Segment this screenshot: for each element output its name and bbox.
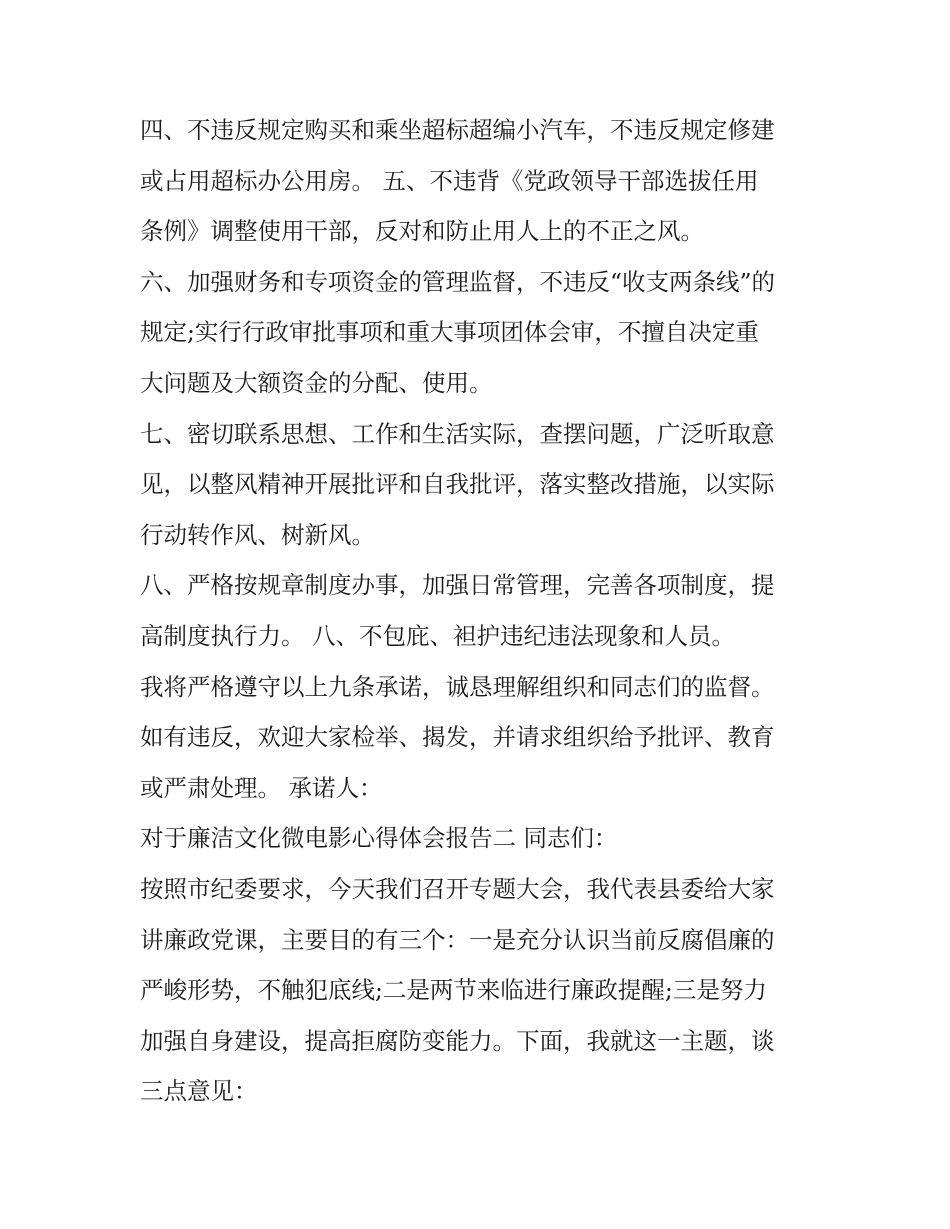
text-line: 严峻形势，不触犯底线;二是两节来临进行廉政提醒;三是努力 <box>140 976 767 1005</box>
paragraph-item-7 <box>140 416 820 568</box>
paragraph-item-8 <box>140 567 820 668</box>
text-line: 对于廉洁文化微电影心得体会报告二 同志们： <box>140 824 618 853</box>
text-line: 高制度执行力。 八、不包庇、袒护违纪违法现象和人员。 <box>140 621 735 650</box>
paragraph-report-title <box>140 820 820 871</box>
text-line: 加强自身建设，提高拒腐防变能力。下面，我就这一主题，谈 <box>140 1026 775 1055</box>
text-line: 七、密切联系思想、工作和生活实际，查摆问题，广泛听取意 <box>140 419 775 448</box>
text-line: 三点意见： <box>140 1077 258 1106</box>
text-line: 讲廉政党课，主要目的有三个：一是充分认识当前反腐倡廉的 <box>140 925 775 954</box>
text-line: 或严肃处理。 承诺人： <box>140 773 383 802</box>
text-line: 按照市纪委要求，今天我们召开专题大会，我代表县委给大家 <box>140 874 775 903</box>
paragraph-speech-intro <box>140 871 820 1124</box>
text-line: 四、不违反规定购买和乘坐超标超编小汽车，不违反规定修建 <box>140 116 775 144</box>
text-line: 八、严格按规章制度办事，加强日常管理，完善各项制度，提 <box>140 571 775 600</box>
paragraph-item-4 <box>140 112 820 264</box>
text-line: 规定;实行行政审批事项和重大事项团体会审，不擅自决定重 <box>140 318 759 347</box>
document-body <box>140 112 820 1124</box>
text-line: 大问题及大额资金的分配、使用。 <box>140 368 493 397</box>
text-line: 或占用超标办公用房。 五、不违背《党政领导干部选拔任用 <box>140 166 759 195</box>
text-line: 行动转作风、树新风。 <box>140 520 375 549</box>
paragraph-commitment <box>140 669 820 821</box>
paragraph-item-6 <box>140 264 820 416</box>
text-line: 条例》调整使用干部，反对和防止用人上的不正之风。 <box>140 217 704 246</box>
text-line: 我将严格遵守以上九条承诺，诚恳理解组织和同志们的监督。 <box>140 672 775 701</box>
text-line: 见，以整风精神开展批评和自我批评，落实整改措施，以实际 <box>140 470 775 499</box>
text-line: 如有违反，欢迎大家检举、揭发，并请求组织给予批评、教育 <box>140 723 775 752</box>
text-line: 六、加强财务和专项资金的管理监督，不违反“收支两条线”的 <box>140 267 776 296</box>
